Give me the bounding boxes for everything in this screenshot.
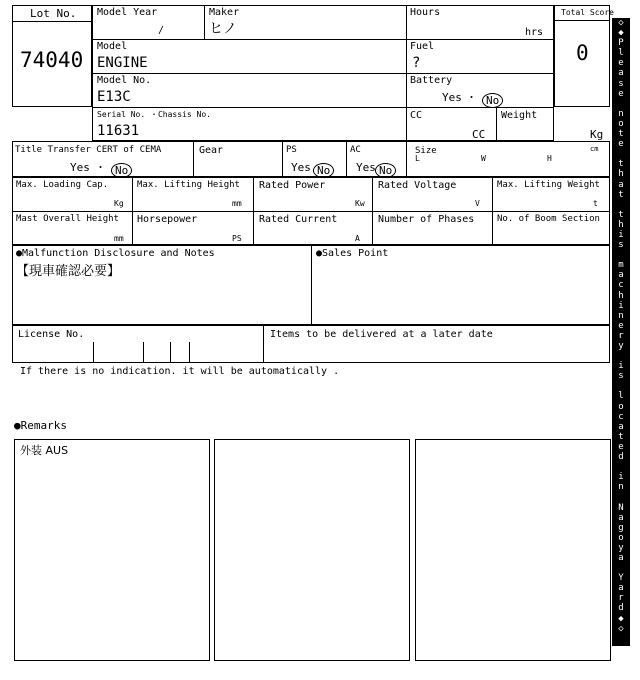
boom-sections-label: No. of Boom Section bbox=[497, 214, 600, 224]
phases-label: Number of Phases bbox=[378, 214, 475, 225]
rated-voltage-unit: V bbox=[475, 199, 480, 208]
side-banner-char bbox=[612, 563, 630, 573]
model-no-label: Model No. bbox=[97, 75, 152, 86]
side-banner-char: N bbox=[618, 502, 624, 513]
rated-current-label: Rated Current bbox=[259, 214, 338, 225]
rated-voltage-label: Rated Voltage bbox=[378, 180, 457, 191]
model-no-value: E13C bbox=[97, 89, 131, 105]
side-banner-char bbox=[612, 351, 630, 361]
side-banner-char: ◇ bbox=[618, 18, 624, 28]
maker-value: ヒノ bbox=[209, 21, 237, 37]
remarks-box-1 bbox=[14, 439, 210, 661]
side-banner-char: m bbox=[618, 260, 624, 271]
remarks-box-3 bbox=[415, 439, 611, 661]
side-banner-char: d bbox=[618, 603, 624, 614]
side-banner-char: r bbox=[618, 593, 624, 604]
mast-height-label: Mast Overall Height bbox=[16, 214, 119, 224]
battery-yes: Yes bbox=[442, 91, 462, 104]
side-banner-char: a bbox=[618, 179, 624, 190]
horsepower-unit: PS bbox=[232, 234, 242, 243]
remarks-label: ●Remarks bbox=[14, 419, 67, 432]
side-banner-char: h bbox=[618, 169, 624, 180]
serial-label: Serial No. ・Chassis No. bbox=[97, 110, 211, 119]
side-banner-char: ◇ bbox=[618, 623, 624, 634]
ps-label: PS bbox=[286, 145, 297, 155]
side-banner-char: t bbox=[618, 159, 624, 170]
size-h: H bbox=[547, 154, 552, 163]
serial-value: 11631 bbox=[97, 123, 140, 139]
side-banner-char: e bbox=[618, 320, 624, 331]
side-banner-char: e bbox=[618, 139, 624, 150]
side-banner-char: y bbox=[618, 341, 624, 351]
size-w: W bbox=[481, 154, 486, 163]
fuel-value: ? bbox=[412, 55, 421, 71]
side-banner-char bbox=[612, 381, 630, 391]
horsepower-label: Horsepower bbox=[137, 214, 198, 225]
auto-note: If there is no indication. it will be automatically . bbox=[20, 366, 340, 377]
model-value: ENGINE bbox=[97, 55, 148, 71]
side-banner-char: c bbox=[618, 280, 624, 291]
side-banner-char: l bbox=[618, 391, 624, 402]
license-label: License No. bbox=[18, 329, 85, 340]
side-banner-char: e bbox=[618, 441, 624, 452]
side-banner-char bbox=[612, 149, 630, 159]
side-banner-char: d bbox=[618, 452, 624, 463]
title-transfer-dot: ・ bbox=[95, 161, 106, 174]
side-banner-char: t bbox=[618, 209, 624, 220]
side-banner-char: t bbox=[618, 431, 624, 442]
side-banner-char: ◆ bbox=[618, 28, 624, 39]
model-year-label: Model Year bbox=[97, 7, 158, 18]
side-banner-char: y bbox=[618, 542, 624, 553]
side-banner-char: i bbox=[618, 361, 624, 372]
lot-number: 74040 bbox=[20, 48, 84, 72]
ac-label: AC bbox=[350, 145, 361, 155]
side-banner-char: a bbox=[618, 270, 624, 281]
side-banner-char: a bbox=[618, 421, 624, 432]
side-banner-char: P bbox=[618, 38, 624, 49]
side-banner-char: n bbox=[618, 310, 624, 321]
side-banner-char: r bbox=[618, 330, 624, 341]
hours-label: Hours bbox=[410, 7, 441, 18]
model-label: Model bbox=[97, 41, 128, 52]
battery-dot: ・ bbox=[466, 91, 477, 104]
battery-no-circled: No bbox=[482, 93, 503, 108]
side-banner-char: n bbox=[618, 482, 624, 493]
side-banner bbox=[612, 18, 630, 646]
side-banner-char bbox=[612, 200, 630, 210]
side-banner-char: c bbox=[618, 411, 624, 422]
side-banner-char: i bbox=[618, 300, 624, 311]
side-banner-char: n bbox=[618, 108, 624, 119]
weight-unit: Kg bbox=[590, 128, 604, 141]
rated-power-unit: Kw bbox=[355, 199, 365, 208]
malfunction-value: 【現車確認必要】 bbox=[16, 264, 121, 279]
model-year-value: / bbox=[158, 25, 165, 36]
side-banner-char: a bbox=[618, 552, 624, 563]
side-banner-char: Y bbox=[618, 573, 624, 584]
size-label: Size bbox=[415, 146, 437, 156]
side-banner-char: h bbox=[618, 219, 624, 230]
side-banner-char: o bbox=[618, 532, 624, 543]
side-banner-char: g bbox=[618, 522, 624, 533]
ps-yes: Yes bbox=[291, 161, 311, 174]
rated-current-unit: A bbox=[355, 234, 360, 243]
side-banner-char: s bbox=[618, 371, 624, 382]
side-banner-char: l bbox=[618, 48, 624, 59]
total-score-label: Total Score bbox=[561, 8, 614, 17]
side-banner-char bbox=[612, 462, 630, 472]
side-banner-char: a bbox=[618, 512, 624, 523]
side-banner-char bbox=[612, 99, 630, 109]
mast-height-unit: mm bbox=[114, 234, 124, 243]
side-banner-char: a bbox=[618, 68, 624, 79]
title-transfer-yes: Yes bbox=[70, 161, 90, 174]
malfunction-label: ●Malfunction Disclosure and Notes bbox=[16, 248, 215, 259]
later-delivery-label: Items to be delivered at a later date bbox=[270, 329, 493, 340]
gear-label: Gear bbox=[199, 145, 224, 156]
lot-label: Lot No. bbox=[30, 7, 77, 20]
size-unit: cm bbox=[590, 145, 599, 153]
side-banner-char: h bbox=[618, 290, 624, 301]
max-lifting-height-unit: mm bbox=[232, 199, 242, 208]
side-banner-char bbox=[612, 250, 630, 260]
weight-label: Weight bbox=[501, 110, 538, 121]
maker-label: Maker bbox=[209, 7, 240, 18]
side-banner-char bbox=[612, 492, 630, 502]
side-banner-char: e bbox=[618, 58, 624, 69]
rated-power-label: Rated Power bbox=[259, 180, 326, 191]
ac-no-circled: No bbox=[375, 163, 396, 178]
title-transfer-label: Title Transfer CERT of CEMA bbox=[15, 145, 162, 155]
sales-point-label: ●Sales Point bbox=[316, 248, 389, 259]
size-l: L bbox=[415, 154, 420, 163]
max-loading-label: Max. Loading Cap. bbox=[16, 180, 109, 190]
remarks-box-2 bbox=[214, 439, 410, 661]
side-banner-char: o bbox=[618, 118, 624, 129]
cc-label: CC bbox=[410, 110, 423, 121]
cc-unit: CC bbox=[472, 128, 486, 141]
battery-label: Battery bbox=[410, 75, 453, 86]
ac-yes: Yes bbox=[356, 161, 376, 174]
side-banner-char: o bbox=[618, 401, 624, 412]
fuel-label: Fuel bbox=[410, 41, 435, 52]
side-banner-char: s bbox=[618, 78, 624, 89]
ps-no-circled: No bbox=[313, 163, 334, 178]
max-lifting-weight-unit: t bbox=[593, 199, 598, 208]
side-banner-char: i bbox=[618, 472, 624, 483]
side-banner-char: a bbox=[618, 583, 624, 594]
side-banner-char: e bbox=[618, 88, 624, 99]
side-banner-char: t bbox=[618, 189, 624, 200]
total-score-value: 0 bbox=[576, 41, 589, 65]
side-banner-char: ◆ bbox=[618, 613, 624, 624]
title-transfer-no-circled: No bbox=[111, 163, 132, 178]
side-banner-char: i bbox=[618, 229, 624, 240]
hours-unit: hrs bbox=[525, 27, 544, 38]
max-lifting-height-label: Max. Lifting Height bbox=[137, 180, 240, 190]
side-banner-char: t bbox=[618, 129, 624, 140]
side-banner-char: s bbox=[618, 240, 624, 251]
max-loading-unit: Kg bbox=[114, 199, 124, 208]
max-lifting-weight-label: Max. Lifting Weight bbox=[497, 180, 600, 190]
remarks-box-1-text: 外装 AUS bbox=[20, 444, 69, 457]
